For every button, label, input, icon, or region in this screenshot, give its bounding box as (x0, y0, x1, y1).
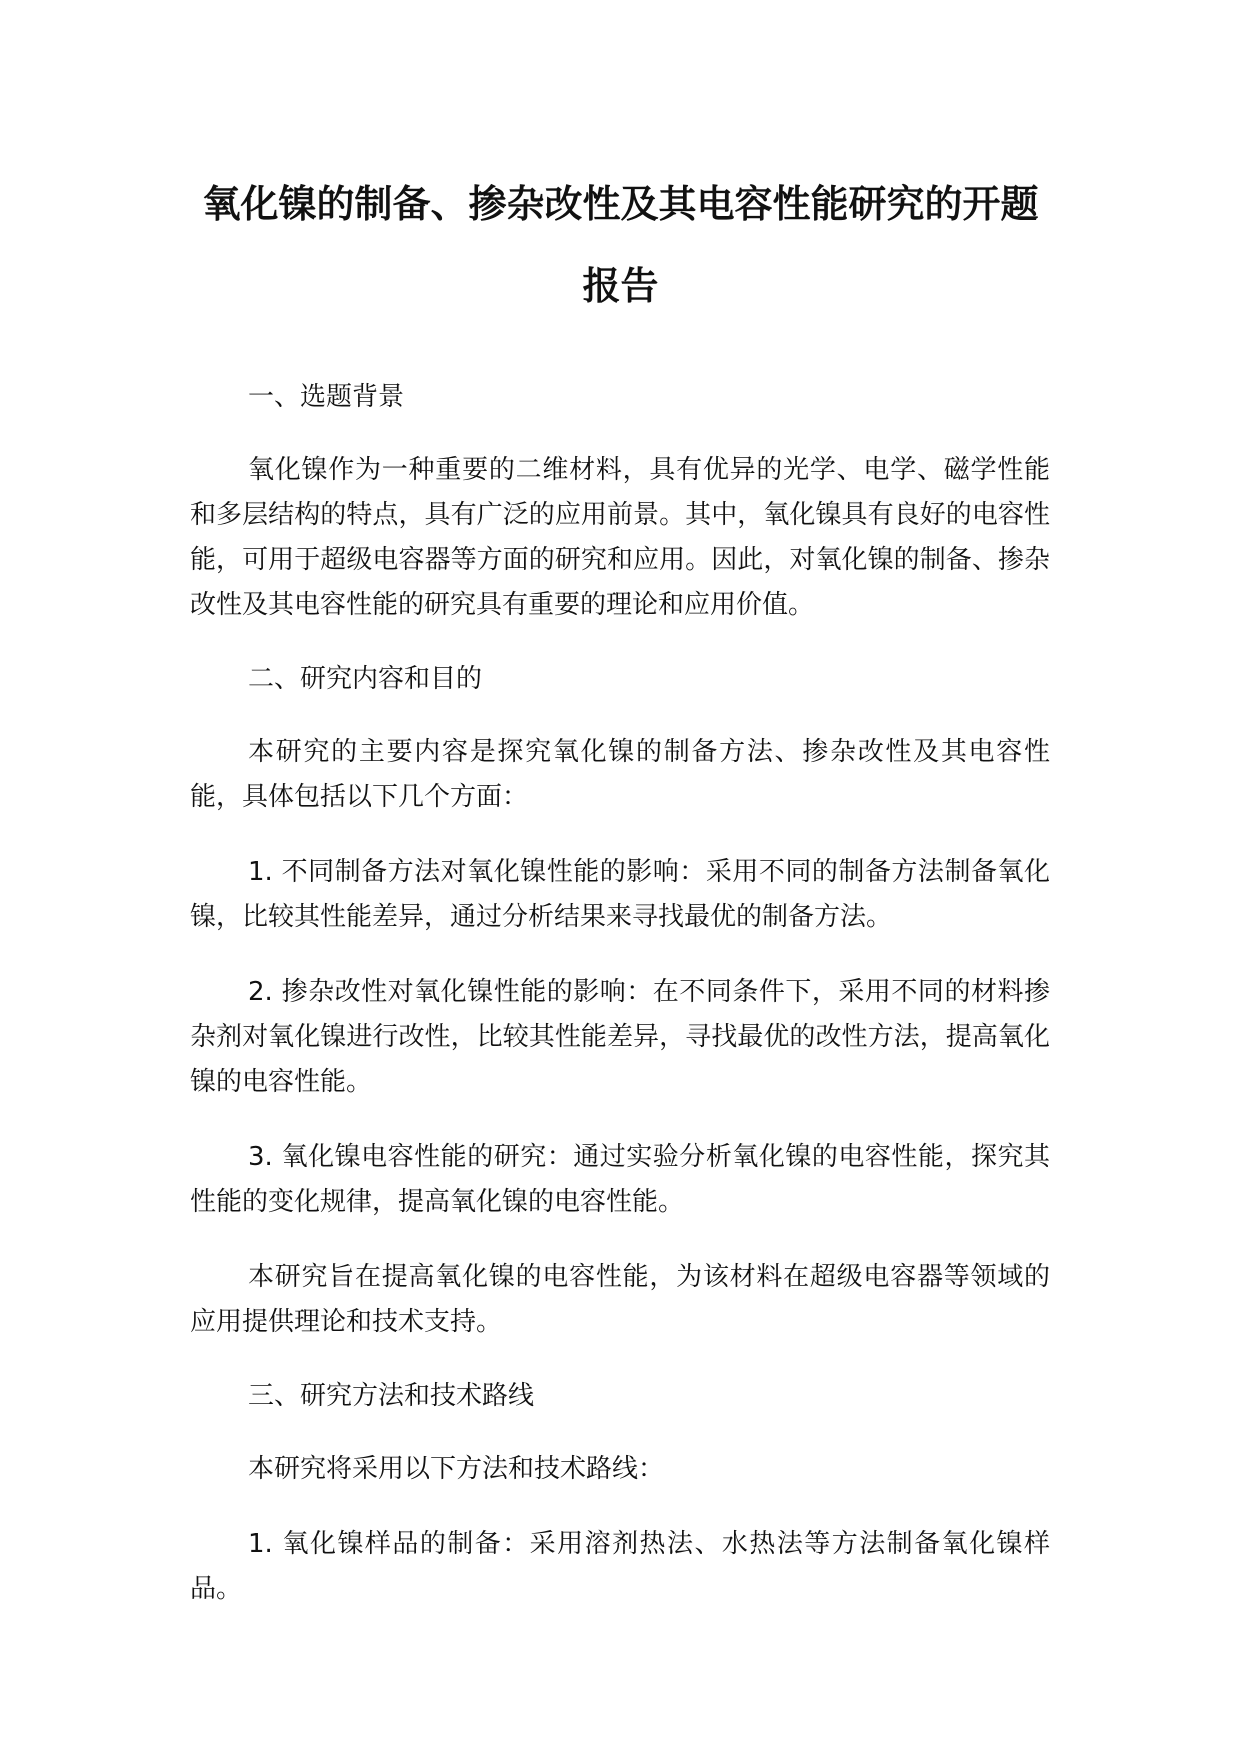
list-item-doping-modification: 2. 掺杂改性对氧化镍性能的影响：在不同条件下，采用不同的材料掺杂剂对氧化镍进行改性，比较其性能差异，寻找最优的改性方法，提高氧化镍的电容性能。 (190, 977, 1050, 1097)
paragraph-content-intro: 本研究的主要内容是探究氧化镍的制备方法、掺杂改性及其电容性能，具体包括以下几个方面： (190, 737, 1050, 812)
section-heading-methods: 三、研究方法和技术路线 (248, 1381, 535, 1411)
paragraph-methods-intro: 本研究将采用以下方法和技术路线： (248, 1454, 665, 1484)
document-title-line1: 氧化镍的制备、掺杂改性及其电容性能研究的开题 (202, 182, 1039, 226)
section-heading-background: 一、选题背景 (248, 382, 405, 412)
list-item-capacitance-study: 3. 氧化镍电容性能的研究：通过实验分析氧化镍的电容性能，探究其性能的变化规律，提高氧化镍的电容性能。 (190, 1142, 1050, 1217)
document-title-line2: 报告 (582, 264, 659, 308)
paragraph-background: 氧化镍作为一种重要的二维材料，具有优异的光学、电学、磁学性能和多层结构的特点，具有广泛的应用前景。其中，氧化镍具有良好的电容性能，可用于超级电容器等方面的研究和应用。因此，对氧化镍的制备、掺杂改性及其电容性能的研究具有重要的理论和应用价值。 (190, 455, 1050, 620)
document-body (190, 376, 1050, 1642)
list-item-preparation-methods: 1. 不同制备方法对氧化镍性能的影响：采用不同的制备方法制备氧化镍，比较其性能差异，通过分析结果来寻找最优的制备方法。 (190, 857, 1050, 932)
section-heading-content-goals: 二、研究内容和目的 (248, 664, 483, 694)
list-item-sample-preparation: 1. 氧化镍样品的制备：采用溶剂热法、水热法等方法制备氧化镍样品。 (190, 1529, 1050, 1604)
paragraph-research-aim: 本研究旨在提高氧化镍的电容性能，为该材料在超级电容器等领域的应用提供理论和技术支持。 (190, 1262, 1050, 1337)
